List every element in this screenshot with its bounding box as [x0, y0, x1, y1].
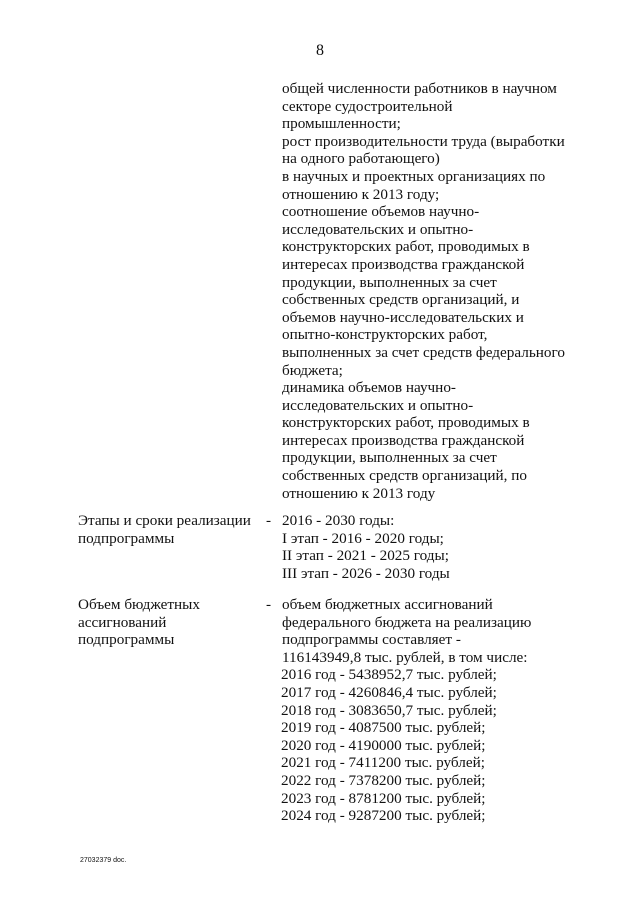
- text-line: выполненных за счет средств федерального: [282, 343, 565, 361]
- file-reference: 27032379 doc.: [80, 857, 127, 864]
- text-line: общей численности работников в научном: [282, 80, 557, 97]
- value-line: 2021 год - 7411200 тыс. рублей;: [281, 754, 485, 772]
- text-line: собственных средств организаций, и: [282, 291, 520, 309]
- label-line: подпрограммы: [78, 529, 175, 547]
- value-line: федерального бюджета на реализацию: [282, 613, 532, 631]
- text-line: рост производительности труда (выработки: [282, 132, 565, 150]
- value-line: 2023 год - 8781200 тыс. рублей;: [281, 789, 486, 807]
- text-line: конструкторских работ, проводимых в: [282, 238, 530, 256]
- value-line: 2016 - 2030 годы:: [282, 512, 395, 529]
- stages-label: [78, 512, 251, 547]
- text-line: опытно-конструкторских работ,: [282, 326, 488, 344]
- text-line: собственных средств организаций, по: [282, 467, 527, 485]
- text-line: интересах производства гражданской: [282, 255, 525, 273]
- value-line: 2016 год - 5438952,7 тыс. рублей;: [281, 666, 497, 684]
- value-line: 2024 год - 9287200 тыс. рублей;: [281, 807, 486, 825]
- text-line: объемов научно-исследовательских и: [282, 308, 524, 326]
- value-line: 2022 год - 7378200 тыс. рублей;: [281, 771, 486, 789]
- text-line: динамика объемов научно-: [282, 379, 456, 397]
- text-line: конструкторских работ, проводимых в: [282, 414, 530, 432]
- dash-separator: -: [266, 512, 272, 529]
- budget-values: [282, 596, 531, 825]
- value-line: 2017 год - 4260846,4 тыс. рублей;: [281, 683, 497, 701]
- value-line: III этап - 2026 - 2030 годы: [282, 564, 450, 582]
- text-line: исследовательских и опытно-: [282, 396, 474, 414]
- text-line: исследовательских и опытно-: [282, 220, 474, 238]
- label-line: подпрограммы: [78, 631, 175, 649]
- budget-label: [78, 596, 200, 649]
- label-line: Объем бюджетных: [78, 596, 200, 613]
- text-line: в научных и проектных организациях по: [282, 167, 546, 185]
- text-line: секторе судостроительной: [282, 97, 453, 115]
- page-number: 8: [316, 42, 324, 59]
- text-line: промышленности;: [282, 115, 401, 133]
- label-line: Этапы и сроки реализации: [78, 512, 251, 529]
- value-line: объем бюджетных ассигнований: [282, 596, 493, 613]
- value-line: 2020 год - 4190000 тыс. рублей;: [281, 736, 486, 754]
- value-line: 2019 год - 4087500 тыс. рублей;: [281, 719, 486, 737]
- value-line: II этап - 2021 - 2025 годы;: [282, 547, 449, 565]
- value-line: I этап - 2016 - 2020 годы;: [282, 529, 444, 547]
- text-line: соотношение объемов научно-: [282, 203, 480, 221]
- text-line: интересах производства гражданской: [282, 431, 525, 449]
- value-line: подпрограммы составляет -: [282, 631, 461, 649]
- dash-separator: -: [266, 596, 272, 613]
- value-line: 116143949,8 тыс. рублей, в том числе:: [282, 648, 528, 666]
- text-line: отношению к 2013 году: [282, 484, 436, 502]
- text-line: бюджета;: [282, 361, 343, 379]
- stages-values: [282, 512, 450, 582]
- label-line: ассигнований: [78, 613, 167, 631]
- text-line: на одного работающего): [282, 150, 440, 168]
- continuation-text: [282, 80, 565, 502]
- text-line: отношению к 2013 году;: [282, 185, 440, 203]
- text-line: продукции, выполненных за счет: [282, 449, 497, 467]
- value-line: 2018 год - 3083650,7 тыс. рублей;: [281, 701, 497, 719]
- text-line: продукции, выполненных за счет: [282, 273, 497, 291]
